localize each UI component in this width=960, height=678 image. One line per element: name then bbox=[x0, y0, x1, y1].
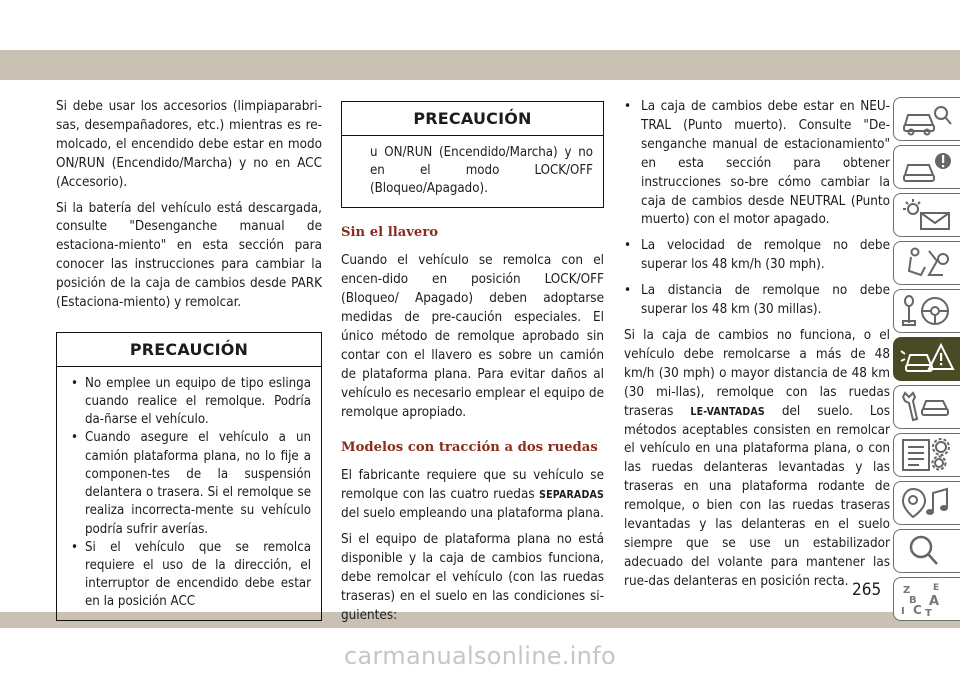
paragraph bbox=[341, 467, 604, 524]
caution-box-continued bbox=[341, 101, 604, 208]
column-3 bbox=[624, 98, 890, 599]
section-heading-two-wheel-drive: Modelos con tracción a dos ruedas bbox=[341, 439, 598, 455]
car-info-icon bbox=[899, 149, 955, 185]
tab-car-info[interactable] bbox=[893, 145, 960, 189]
magnifier-icon bbox=[899, 533, 955, 569]
column-1 bbox=[56, 98, 322, 621]
index-letter: Z bbox=[903, 585, 911, 596]
paragraph: Si debe usar los accesorios (limpiaparabri-sas, desempañadores, etc.) mientras es re-molcado, el encendido debe estar en modo ON/RUN (Encendido/Marcha) y no en ACC (Accesorio). bbox=[56, 99, 322, 190]
tab-seat-airbag[interactable] bbox=[893, 241, 960, 285]
car-hazard-icon bbox=[899, 341, 955, 377]
index-letter: A bbox=[929, 594, 940, 609]
bullet-item: • La caja de cambios debe estar en NEU-TRAL (Punto muerto). Consulte "De-senganche manual de estacionamiento" en esta sección para obtener instrucciones so-bre cómo cambiar la caja de cambios desde NEUTRAL (Punto muerto) con el motor apagado. bbox=[624, 98, 890, 230]
paragraph bbox=[624, 327, 890, 592]
text: del suelo. Los métodos aceptables consisten en remolcar el vehículo en una plataforma plana, o con las ruedas delanteras levantadas y las traseras en una plataforma rodante de remolque, o bien con las ruedas traseras levantadas y las delanteras en el suelo siempre que se use un estabilizador adecuado del volante para mantener las rue-das delanteras en posición recta. bbox=[624, 403, 890, 589]
alphabet-index-icon bbox=[899, 581, 955, 617]
emphasis-text: LE-VANTADAS bbox=[690, 405, 765, 418]
page-number: 265 bbox=[852, 580, 882, 600]
index-letter: T bbox=[925, 608, 932, 617]
tab-gearshift-steering[interactable] bbox=[893, 289, 960, 333]
bullet-item: • La velocidad de remolque no debe superar los 48 km/h (30 mph). bbox=[624, 237, 890, 275]
bullet-item: • La distancia de remolque no debe superar los 48 km (30 millas). bbox=[624, 282, 890, 320]
caution-box bbox=[56, 332, 322, 621]
wrench-car-icon bbox=[899, 389, 955, 425]
caution-item: • No emplee un equipo de tipo eslinga cuando realice el remolque. Podría da-ñarse el vehículo. bbox=[71, 375, 311, 430]
index-letter: I bbox=[901, 606, 905, 617]
text: Si la caja de cambios no funciona, o el vehículo debe remolcarse a más de 48 km/h (30 mph) o mayor distancia de 48 km (30 mi-llas), remolque con las ruedas traseras bbox=[624, 327, 890, 419]
lights-message-icon bbox=[899, 197, 955, 233]
tab-music-navigation[interactable] bbox=[893, 481, 960, 525]
emphasis-text: SEPARADAS bbox=[539, 489, 604, 502]
tab-search[interactable] bbox=[893, 529, 960, 573]
tab-wrench-car[interactable] bbox=[893, 385, 960, 429]
caution-list bbox=[57, 375, 321, 612]
index-letter: C bbox=[913, 603, 922, 617]
tab-specifications[interactable] bbox=[893, 433, 960, 477]
gearshift-steering-icon bbox=[899, 293, 955, 329]
tab-car-search[interactable] bbox=[893, 97, 960, 141]
watermark: carmanualsonline.info bbox=[344, 642, 616, 670]
specifications-gear-icon bbox=[899, 437, 955, 473]
paragraph: Si la batería del vehículo está descargada, consulte "Desenganche manual de estaciona-miento" en esta sección para conocer las instrucciones para cambiar la posición de la caja de cambios desde PARK (Estaciona-miento) y remolcar. bbox=[56, 200, 322, 311]
caution-item: • Si el vehículo que se remolca requiere el uso de la dirección, el interruptor de encendido debe estar en la posición ACC bbox=[71, 539, 311, 612]
paragraph: Cuando el vehículo se remolca con el encen-dido en posición LOCK/OFF (Bloqueo/ Apagado) deben adoptarse medidas de pre-caución especiales. El único método de remolque aprobado sin contar con el llavero es sobre un camión de plataforma plana. Para evitar daños al vehículo es necesario emplear el equipo de remolque apropiado. bbox=[341, 253, 604, 420]
caution-title: PRECAUCIÓN bbox=[342, 102, 603, 136]
tab-index[interactable] bbox=[893, 577, 960, 621]
caution-continuation: u ON/RUN (Encendido/Marcha) y no en el modo LOCK/OFF (Bloqueo/Apagado). bbox=[370, 144, 593, 197]
column-2 bbox=[341, 101, 604, 633]
tab-car-hazard[interactable] bbox=[893, 337, 960, 381]
text: El fabricante requiere que su vehículo se remolque con las cuatro ruedas bbox=[341, 468, 604, 503]
music-navigation-icon bbox=[899, 485, 955, 521]
caution-item: • Cuando asegure el vehículo a un camión plataforma plana, no lo fije a componen-tes de la suspensión delantera o trasera. Si el remolque se realiza incorrecta-mente su vehículo podría sufrir averías. bbox=[71, 429, 311, 538]
paragraph: Si el equipo de plataforma plana no está disponible y la caja de cambios funciona, debe remolcar el vehículo (con las ruedas traseras) en el suelo en las condiciones si-guientes: bbox=[341, 532, 604, 623]
text: del suelo empleando una plataforma plana. bbox=[341, 506, 604, 522]
seat-airbag-icon bbox=[899, 245, 955, 281]
chapter-tabs bbox=[893, 97, 960, 625]
section-heading-no-key: Sin el llavero bbox=[341, 224, 439, 240]
index-letter: B bbox=[909, 595, 917, 606]
top-band-strip bbox=[0, 50, 960, 80]
index-letter: E bbox=[933, 583, 940, 593]
top-band bbox=[0, 0, 960, 48]
caution-title: PRECAUCIÓN bbox=[57, 333, 321, 367]
tab-lights-message[interactable] bbox=[893, 193, 960, 237]
car-search-icon bbox=[899, 101, 955, 137]
